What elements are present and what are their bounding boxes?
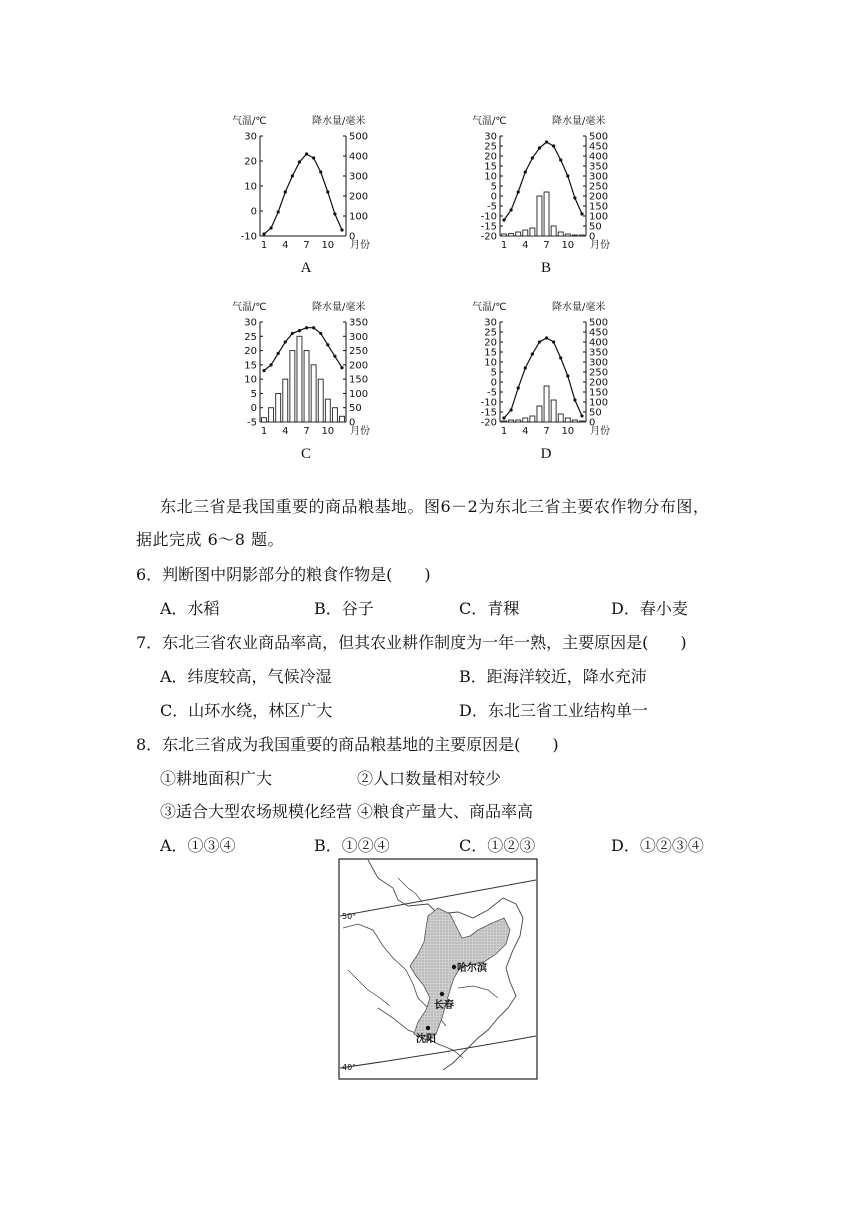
y1-tick-label: -10 [480, 211, 497, 223]
q6-option-c: C．青稞 [459, 599, 520, 618]
temperature-point [305, 326, 308, 329]
temperature-point [566, 374, 569, 377]
y2-tick-label: 200 [349, 360, 369, 372]
precipitation-bar [516, 420, 521, 422]
temperature-point [333, 212, 336, 215]
x-tick-label: 10 [561, 240, 575, 251]
temperature-point [538, 146, 541, 149]
precipitation-bar [509, 234, 514, 236]
q8-item-2: ②人口数量相对较少 [357, 769, 502, 788]
temperature-point [319, 332, 322, 335]
temperature-point [580, 212, 583, 215]
y2-tick-label: 50 [349, 403, 362, 415]
temperature-point [262, 369, 265, 372]
y1-tick-label: 30 [244, 317, 257, 329]
y1-tick-label: 30 [484, 131, 497, 143]
precipitation-bar [318, 379, 323, 422]
precipitation-bar [565, 418, 570, 422]
temperature-point [284, 340, 287, 343]
x-tick-label: 1 [500, 240, 508, 251]
x-tick-label: 1 [260, 240, 268, 251]
question-7-stem: 7．东北三省农业商品率高，但其农业耕作制度为一年一熟，主要原因是( ) [136, 633, 687, 652]
y2-tick-label: 200 [589, 191, 609, 203]
y2-tick-label: 400 [589, 151, 609, 163]
precipitation-bar [544, 386, 549, 422]
y2-tick-label: 500 [589, 317, 609, 329]
precipitation-bar [558, 414, 563, 422]
precipitation-bar [332, 408, 337, 422]
precipitation-bar [572, 420, 577, 422]
temperature-point [284, 190, 287, 193]
y1-tick-label: -15 [480, 407, 497, 419]
y2-tick-label: 0 [589, 417, 596, 429]
y1-tick-label: 15 [244, 360, 257, 372]
temperature-point [269, 226, 272, 229]
x-tick-label: 4 [282, 240, 289, 251]
y1-tick-label: 30 [484, 317, 497, 329]
y1-tick-label: 25 [244, 331, 257, 343]
precipitation-bar [269, 408, 274, 422]
q6-option-d: D．春小麦 [611, 599, 688, 618]
temperature-point [538, 340, 541, 343]
precipitation-bar [297, 336, 302, 422]
y2-tick-label: 450 [589, 327, 609, 339]
temperature-point [305, 152, 308, 155]
y2-tick-label: 200 [589, 377, 609, 389]
y2-tick-label: 300 [349, 171, 369, 183]
temperature-point [545, 336, 548, 339]
precipitation-bar [530, 228, 535, 236]
precipitation-bar [516, 232, 521, 236]
precipitation-bar [262, 418, 267, 422]
y2-axis-label: 降水量/毫米 [552, 116, 606, 127]
y1-tick-label: 30 [244, 131, 257, 143]
temperature-point [552, 340, 555, 343]
temperature-point [277, 210, 280, 213]
question-8-stem: 8．东北三省成为我国重要的商品粮基地的主要原因是( ) [136, 735, 559, 754]
temperature-line [504, 142, 582, 220]
y1-tick-label: -20 [480, 231, 497, 243]
y1-tick-label: 20 [484, 151, 497, 163]
x-tick-label: 1 [260, 426, 268, 437]
y1-axis-label: 气温/℃ [232, 302, 267, 313]
temperature-point [312, 156, 315, 159]
temperature-point [517, 386, 520, 389]
temperature-point [262, 232, 265, 235]
precipitation-bar [580, 235, 585, 236]
temperature-point [333, 355, 336, 358]
precipitation-bar [325, 399, 330, 422]
q7-option-b: B．距海洋较近，降水充沛 [459, 667, 647, 686]
precipitation-bar [276, 393, 281, 422]
temperature-point [580, 414, 583, 417]
temperature-point [502, 218, 505, 221]
q8-option-c: C．①②③ [459, 836, 536, 855]
y1-tick-label: 20 [484, 337, 497, 349]
y2-tick-label: 300 [349, 331, 369, 343]
temperature-point [509, 408, 512, 411]
precipitation-bar [502, 234, 507, 236]
temperature-line [264, 328, 342, 371]
y2-tick-label: 100 [349, 211, 369, 223]
panel-letter: C [300, 446, 312, 462]
y1-tick-label: 0 [250, 206, 257, 218]
question-6-stem: 6．判断图中阴影部分的粮食作物是( ) [136, 565, 431, 584]
y1-tick-label: 0 [490, 377, 497, 389]
temperature-point [340, 228, 343, 231]
temperature-point [291, 332, 294, 335]
precipitation-bar [537, 196, 542, 236]
y1-tick-label: -15 [480, 221, 497, 233]
y1-axis-label: 气温/℃ [472, 302, 507, 313]
y2-tick-label: 250 [589, 367, 609, 379]
temperature-point [319, 170, 322, 173]
precipitation-bar [304, 351, 309, 422]
temperature-point [312, 326, 315, 329]
y2-tick-label: 350 [589, 161, 609, 173]
panel-letter: A [300, 260, 312, 276]
q7-option-a: A．纬度较高，气候冷湿 [160, 667, 332, 686]
y1-tick-label: 5 [250, 388, 257, 400]
y1-tick-label: -5 [487, 201, 497, 213]
precipitation-bar [537, 406, 542, 422]
y2-tick-label: 100 [349, 388, 369, 400]
intro-line-2: 据此完成 6～8 题。 [136, 530, 285, 549]
precipitation-bar [290, 351, 295, 422]
precipitation-bar [502, 421, 507, 422]
map-lat-40: 40° [342, 1063, 357, 1072]
y1-tick-label: -10 [240, 231, 257, 243]
y2-tick-label: 400 [589, 337, 609, 349]
intro-line-1: 东北三省是我国重要的商品粮基地。图6－2为东北三省主要农作物分布图， [160, 497, 710, 516]
temperature-point [573, 398, 576, 401]
climate-chart-a [228, 112, 398, 277]
temperature-point [545, 140, 548, 143]
y2-tick-label: 0 [349, 417, 356, 429]
climate-chart-c [228, 298, 398, 463]
q7-option-d: D．东北三省工业结构单一 [459, 701, 648, 720]
q8-option-b: B．①②④ [314, 836, 390, 855]
y1-tick-label: 25 [484, 141, 497, 153]
x-axis-label: 月份 [590, 240, 610, 251]
y1-tick-label: 15 [484, 347, 497, 359]
x-tick-label: 10 [321, 426, 335, 437]
y2-tick-label: 300 [589, 357, 609, 369]
x-tick-label: 10 [321, 240, 335, 251]
q8-option-d: D．①②③④ [611, 836, 704, 855]
y1-tick-label: -5 [247, 417, 257, 429]
q8-option-a: A．①③④ [160, 836, 236, 855]
y2-tick-label: 50 [589, 221, 602, 233]
x-tick-label: 7 [303, 426, 310, 437]
temperature-point [340, 366, 343, 369]
temperature-point [566, 174, 569, 177]
y1-tick-label: 10 [484, 171, 497, 183]
y1-axis-label: 气温/℃ [232, 116, 267, 127]
y1-tick-label: 10 [244, 374, 257, 386]
temperature-point [524, 366, 527, 369]
map-lat-50: 50° [342, 912, 357, 921]
y2-tick-label: 400 [349, 151, 369, 163]
x-axis-label: 月份 [350, 426, 370, 437]
temperature-point [531, 156, 534, 159]
y1-tick-label: 20 [244, 156, 257, 168]
y2-axis-label: 降水量/毫米 [552, 302, 606, 313]
q8-item-1: ①耕地面积广大 [160, 769, 273, 788]
x-tick-label: 4 [522, 240, 529, 251]
climate-chart-d [468, 298, 638, 463]
y2-tick-label: 150 [349, 374, 369, 386]
temperature-point [559, 158, 562, 161]
precipitation-bar [283, 379, 288, 422]
y1-tick-label: 15 [484, 161, 497, 173]
y1-tick-label: 0 [490, 191, 497, 203]
x-tick-label: 10 [561, 426, 575, 437]
y2-tick-label: 0 [349, 231, 356, 243]
y1-tick-label: -10 [480, 397, 497, 409]
temperature-point [524, 170, 527, 173]
x-tick-label: 4 [282, 426, 289, 437]
temperature-point [298, 329, 301, 332]
temperature-line [504, 338, 582, 418]
temperature-point [531, 352, 534, 355]
temperature-point [502, 416, 505, 419]
temperature-point [552, 144, 555, 147]
y2-tick-label: 0 [589, 231, 596, 243]
q6-option-a: A．水稻 [160, 599, 220, 618]
temperature-line [264, 154, 342, 234]
temperature-point [269, 363, 272, 366]
y2-tick-label: 250 [349, 346, 369, 358]
x-tick-label: 7 [543, 426, 550, 437]
q7-option-c: C．山环水绕，林区广大 [160, 701, 333, 720]
northeast-crop-map [338, 858, 538, 1080]
map-city-changchun: 长春 [434, 1000, 454, 1011]
x-tick-label: 7 [303, 240, 310, 251]
panel-letter: D [540, 446, 552, 462]
y1-tick-label: 20 [244, 346, 257, 358]
y2-tick-label: 50 [589, 407, 602, 419]
q6-option-b: B．谷子 [314, 599, 374, 618]
temperature-point [326, 190, 329, 193]
temperature-point [277, 352, 280, 355]
precipitation-bar [580, 421, 585, 422]
y2-tick-label: 300 [589, 171, 609, 183]
precipitation-bar [340, 416, 345, 422]
y1-tick-label: 25 [484, 327, 497, 339]
precipitation-bar [565, 234, 570, 236]
y2-tick-label: 450 [589, 141, 609, 153]
x-tick-label: 7 [543, 240, 550, 251]
q8-item-3: ③适合大型农场规模化经营 [160, 802, 353, 821]
y2-axis-label: 降水量/毫米 [312, 116, 366, 127]
temperature-point [559, 356, 562, 359]
map-city-shenyang: 沈阳 [416, 1034, 436, 1045]
y2-tick-label: 100 [589, 211, 609, 223]
temperature-point [517, 190, 520, 193]
y2-axis-label: 降水量/毫米 [312, 302, 366, 313]
y2-tick-label: 500 [589, 131, 609, 143]
y1-axis-label: 气温/℃ [472, 116, 507, 127]
x-axis-label: 月份 [590, 426, 610, 437]
panel-letter: B [540, 260, 552, 276]
y1-tick-label: 10 [484, 357, 497, 369]
precipitation-bar [530, 416, 535, 422]
precipitation-bar [558, 232, 563, 236]
precipitation-bar [551, 226, 556, 236]
x-axis-label: 月份 [350, 240, 370, 251]
precipitation-bar [551, 400, 556, 422]
x-tick-label: 4 [522, 426, 529, 437]
precipitation-bar [544, 192, 549, 236]
precipitation-bar [572, 235, 577, 236]
climate-chart-b [468, 112, 638, 277]
q8-item-4: ④粮食产量大、商品率高 [357, 802, 534, 821]
precipitation-bar [509, 420, 514, 422]
precipitation-bar [311, 365, 316, 422]
temperature-point [291, 174, 294, 177]
temperature-point [573, 196, 576, 199]
y1-tick-label: 5 [490, 181, 497, 193]
precipitation-bar [523, 230, 528, 236]
x-tick-label: 1 [500, 426, 508, 437]
map-city-harbin: 哈尔滨 [457, 963, 487, 974]
y2-tick-label: 350 [589, 347, 609, 359]
y2-tick-label: 350 [349, 317, 369, 329]
y2-tick-label: 500 [349, 131, 369, 143]
temperature-point [509, 208, 512, 211]
y1-tick-label: 10 [244, 181, 257, 193]
y2-tick-label: 200 [349, 191, 369, 203]
y1-tick-label: -20 [480, 417, 497, 429]
y2-tick-label: 150 [589, 387, 609, 399]
precipitation-bar [523, 418, 528, 422]
y2-tick-label: 100 [589, 397, 609, 409]
temperature-point [326, 343, 329, 346]
y1-tick-label: 5 [490, 367, 497, 379]
y1-tick-label: 0 [250, 403, 257, 415]
y1-tick-label: -5 [487, 387, 497, 399]
y2-tick-label: 250 [589, 181, 609, 193]
temperature-point [298, 160, 301, 163]
y2-tick-label: 150 [589, 201, 609, 213]
